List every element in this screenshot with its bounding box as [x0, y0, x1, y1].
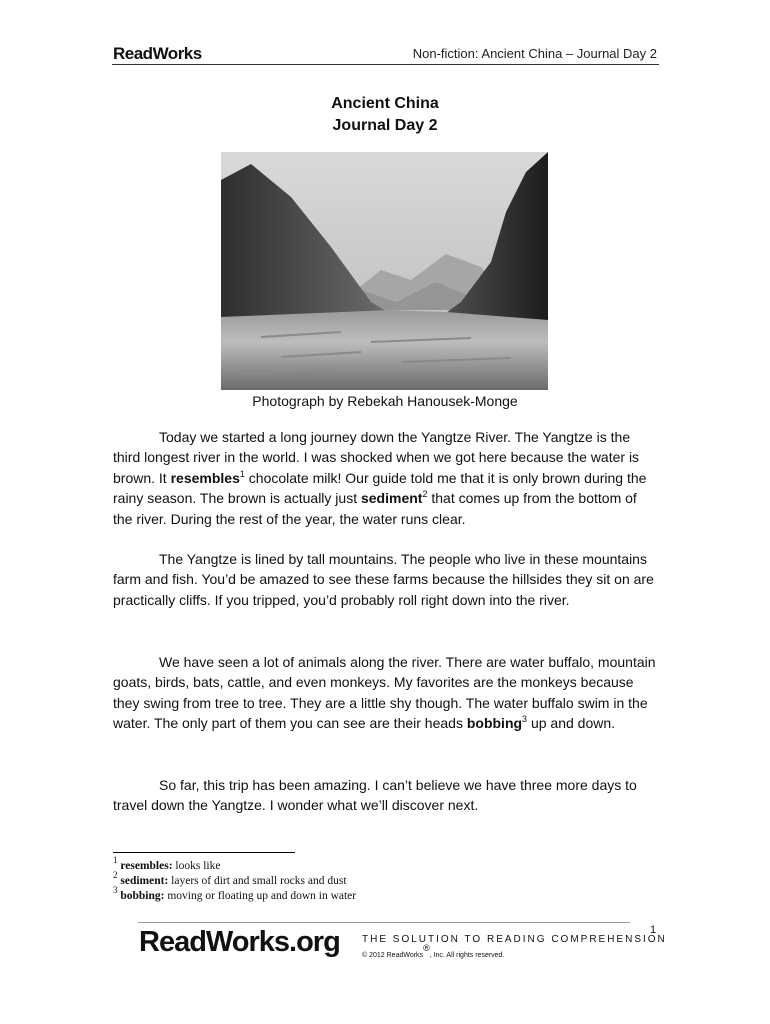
vocab-bobbing: bobbing [466, 715, 523, 732]
footnote-ref-2: 2 [422, 489, 428, 500]
yangtze-river-photo [221, 152, 548, 390]
header-brand: ReadWorks [113, 44, 202, 63]
footnote-divider [113, 852, 295, 853]
photo-caption: Photograph by Rebekah Hanousek-Monge [252, 393, 518, 409]
footer-logo: ReadWorks.org [139, 926, 340, 958]
vocab-sediment: sediment [360, 490, 423, 507]
header-document-label: Non-fiction: Ancient China – Journal Day 2 [412, 46, 657, 61]
footer-copyright: © 2012 ReadWorks®, Inc. All rights reserved. [362, 943, 505, 959]
title-line-1: Ancient China [331, 95, 439, 112]
paragraph-1: Today we started a long journey down the Yangtze River. The Yangtze is the third longest river in the world. I was shocked when we got here because the water is brown. It resembles$^1$ chocolate milk! Our guide told me that it is only brown during the rainy season. The brown is actually just sediment$^2$ that comes up from the bottom of the river. During the rest of the year, the water runs clear. [113, 429, 647, 527]
footer-slogan: THE SOLUTION TO READING COMPREHENSION [362, 934, 667, 945]
footnote-ref-3: 3 [522, 714, 528, 725]
page-number: 1 [650, 924, 657, 936]
footer-divider [138, 922, 630, 923]
title-line-2: Journal Day 2 [332, 117, 438, 134]
header-divider [112, 64, 659, 65]
paragraph-4: So far, this trip has been amazing. I can’t believe we have three more days to travel down the Yangtze. I wonder what we’ll discover next. [113, 777, 637, 814]
vocab-resembles: resembles [170, 469, 240, 486]
paragraph-2: The Yangtze is lined by tall mountains. The people who live in these mountains farm and fish. You’d be amazed to see these farms because the hillsides they sit on are practically cliffs. If you tripped, you’d probably roll right down into the river. [113, 551, 654, 608]
footnote-1: $^1$ resembles: looks like [113, 855, 221, 872]
paragraph-3: We have seen a lot of animals along the river. There are water buffalo, mountain goats, birds, bats, cattle, and even monkeys. My favorites are the monkeys because they swing from tree to tree. They are a little shy though. The water buffalo swim in the water. The only part of them you can see are their heads bobbing$^3$ up and down. [113, 654, 656, 732]
footnote-2: $^2$ sediment: layers of dirt and small rocks and dust [113, 870, 347, 887]
footnote-ref-1: 1 [239, 468, 245, 479]
footnote-3: $^3$ bobbing: moving or floating up and down in water [113, 885, 357, 902]
